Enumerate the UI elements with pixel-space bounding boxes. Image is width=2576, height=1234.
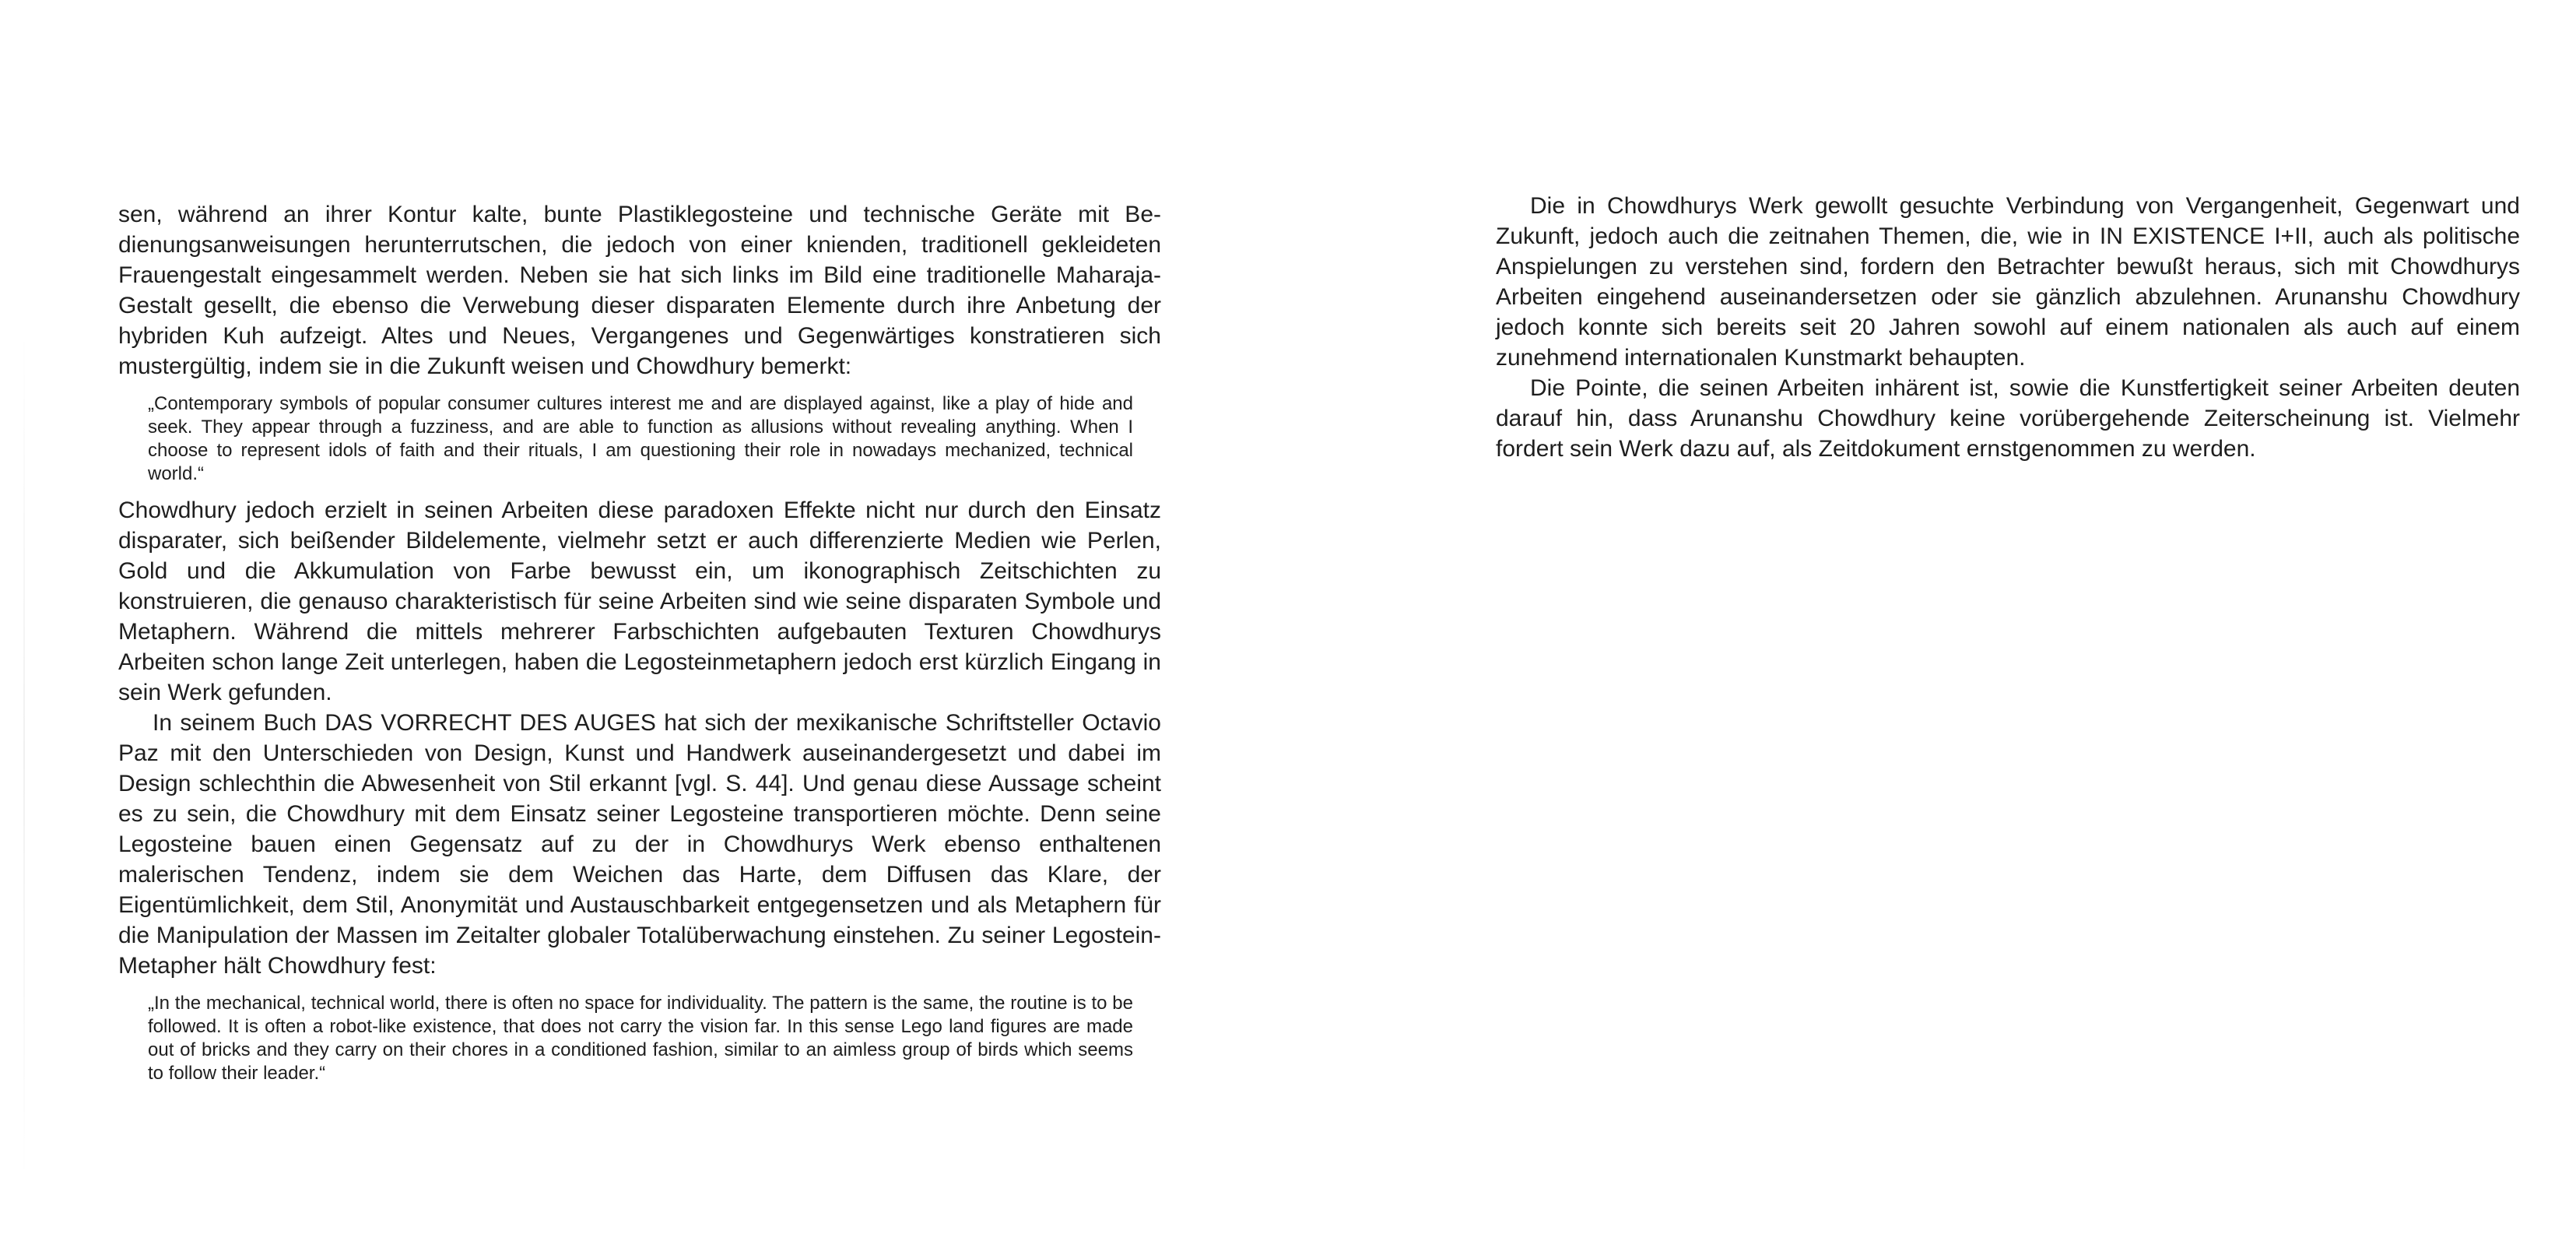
left-text-column bbox=[118, 199, 1161, 1095]
paragraph-octavio-paz: In seinem Buch DAS VORRECHT DES AUGES hat sich der mexikanische Schriftsteller Octavio Paz mit den Unterschieden von Design, Kunst und Handwerk auseinandergesetzt und dabei im Design schlechthin die Abwesenheit von Stil erkannt [vgl. S. 44]. Und genau diese Aussage scheint es zu sein, die Chowdhury mit dem Einsatz seiner Legosteine transportieren möchte. Denn seine Legosteine bauen einen Gegensatz auf zu der in Chowdhurys Werk ebenso enthaltenen malerischen Tendenz, indem sie dem Weichen das Harte, dem Diffusen das Klare, der Eigentümlichkeit, dem Stil, Anonymität und Austauschbarkeit entgegensetzen und als Metaphern für die Manipulation der Massen im Zeitalter globaler Totalüberwachung einstehen. Zu seiner Legostein-Metapher hält Chowdhury fest: bbox=[118, 710, 1161, 979]
right-text-column bbox=[1496, 191, 2520, 464]
block-quote-mechanical-world: „In the mechanical, technical world, there is often no space for individuality. The pattern is the same, the routine is to be followed. It is often a robot-like existence, that does not carry the vision far. In this sense Lego land figures are made out of bricks and they carry on their chores in a conditioned fashion, similar to an aimless group of birds which seems to follow their leader.“ bbox=[148, 993, 1133, 1084]
paragraph-paradoxical-effects: Chowdhury jedoch erzielt in seinen Arbeiten diese paradoxen Effekte nicht nur durch den Einsatz disparater, sich beißender Bildelemente, vielmehr setzt er auch differenzierte Medien wie Perlen, Gold und die Akkumulation von Farbe bewusst ein, um ikonographisch Zeitschichten zu konstruieren, die genauso charakteristisch für seine Arbeiten sind wie seine disparaten Symbole und Metaphern. Während die mittels mehrerer Farbschichten aufgebauten Texturen Chowdhurys Arbeiten schon lange Zeit unterlegen, haben die Legosteinmetaphern jedoch erst kürzlich Eingang in sein Werk gefunden. bbox=[118, 497, 1161, 705]
paragraph-continuation: sen, während an ihrer Kontur kalte, bunte Plastiklegosteine und technische Geräte mit Bedienungsanweisungen herunterrutschen, die jedoch von einer knienden, traditionell gekleideten Frauengestalt eingesammelt werden. Neben sie hat sich links im Bild eine traditionelle Maharaja-Gestalt gesellt, die ebenso die Verwebung dieser disparaten Elemente durch ihre Anbetung der hybriden Kuh aufzeigt. Altes und Neues, Vergangenes und Gegenwärtiges konstratieren sich mustergültig, indem sie in die Zukunft weisen und Chowdhury bemerkt: bbox=[118, 202, 1161, 379]
paragraph-past-present-future: Die in Chowdhurys Werk gewollt gesuchte Verbindung von Vergangenheit, Gegenwart und Zukunft, jedoch auch die zeitnahen Themen, die, wie in IN EXISTENCE I+II, auch als politische Anspielungen zu verstehen sind, fordern den Betrachter bewußt heraus, sich mit Chowdhurys Arbeiten eingehend auseinandersetzen oder sie gänzlich abzulehnen. Arunanshu Chowdhury jedoch konnte sich bereits seit 20 Jahren sowohl auf einem nationalen als auch auf einem zunehmend internationalen Kunstmarkt behaupten. bbox=[1496, 193, 2520, 371]
scan-edge-shadow bbox=[23, 327, 25, 1183]
block-quote-contemporary-symbols: „Contemporary symbols of popular consumer cultures interest me and are displayed against, like a play of hide and seek. They appear through a fuzziness, and are able to function as allusions without revealing anything. When I choose to represent idols of faith and their rituals, I am questioning their role in nowadays mechanized, technical world.“ bbox=[148, 393, 1133, 484]
right-page bbox=[1288, 0, 2576, 1234]
paragraph-pointe: Die Pointe, die seinen Arbeiten inhärent ist, sowie die Kunstfertigkeit seiner Arbeiten deuten darauf hin, dass Arunanshu Chowdhury keine vorübergehende Zeiterscheinung ist. Vielmehr fordert sein Werk dazu auf, als Zeitdokument ernstgenommen zu werden. bbox=[1496, 375, 2520, 462]
